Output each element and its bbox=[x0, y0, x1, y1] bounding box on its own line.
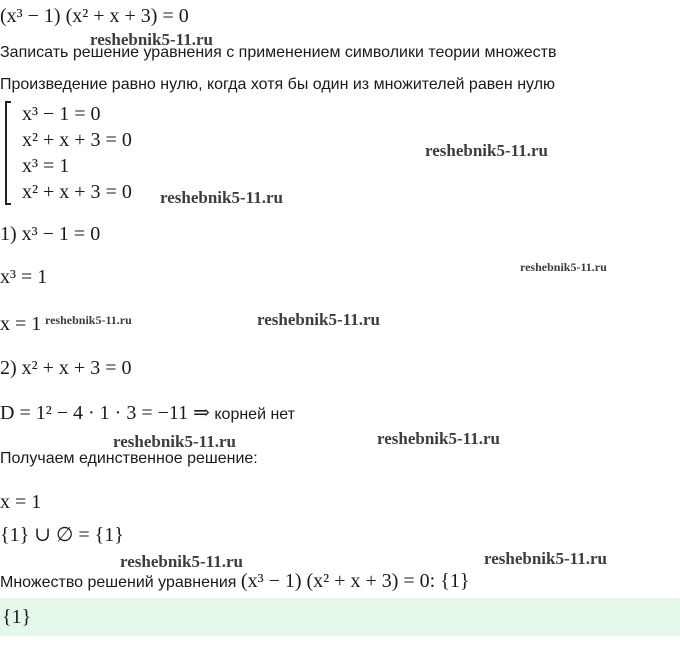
final-line bbox=[0, 571, 469, 591]
system-line-4: x² + x + 3 = 0 bbox=[22, 181, 132, 203]
watermark: reshebnik5-11.ru bbox=[520, 260, 607, 274]
rule-text: Произведение равно нулю, когда хотя бы один из множителей равен нулю bbox=[0, 76, 556, 93]
final-equation: (x³ − 1) (x² + x + 3) = 0: {1} bbox=[240, 570, 470, 592]
answer-value: {1} bbox=[2, 606, 32, 628]
answer-box bbox=[0, 598, 680, 636]
watermark: reshebnik5-11.ru bbox=[45, 313, 132, 327]
system-bracket bbox=[5, 101, 11, 205]
part1-step1: x³ = 1 bbox=[0, 266, 48, 288]
intro-text: Записать решение уравнения с применением символики теории множеств bbox=[0, 44, 557, 61]
watermark: reshebnik5-11.ru bbox=[113, 432, 236, 451]
watermark: reshebnik5-11.ru bbox=[160, 188, 283, 207]
set-union: {1} ∪ ∅ = {1} bbox=[0, 524, 124, 546]
main-equation: (x³ − 1) (x² + x + 3) = 0 bbox=[0, 5, 189, 27]
system-line-2: x² + x + 3 = 0 bbox=[22, 129, 132, 151]
watermark: reshebnik5-11.ru bbox=[484, 549, 607, 568]
system-line-1: x³ − 1 = 0 bbox=[22, 103, 101, 125]
part1-step2: x = 1 bbox=[0, 313, 42, 335]
discriminant-formula: D = 1² − 4 · 1 · 3 = −11 ⇒ bbox=[0, 402, 210, 424]
system-line-3: x³ = 1 bbox=[22, 155, 70, 177]
final-label: Множество решений уравнения bbox=[0, 574, 237, 591]
discriminant-text: корней нет bbox=[214, 406, 295, 423]
discriminant-line bbox=[0, 403, 295, 423]
result-x: x = 1 bbox=[0, 491, 42, 513]
watermark: reshebnik5-11.ru bbox=[90, 30, 213, 49]
watermark: reshebnik5-11.ru bbox=[120, 552, 243, 571]
part1-title: 1) x³ − 1 = 0 bbox=[0, 223, 101, 245]
watermark: reshebnik5-11.ru bbox=[377, 429, 500, 448]
result-text: Получаем единственное решение: bbox=[0, 450, 258, 467]
part2-title: 2) x² + x + 3 = 0 bbox=[0, 357, 132, 379]
watermark: reshebnik5-11.ru bbox=[425, 141, 548, 160]
watermark: reshebnik5-11.ru bbox=[257, 310, 380, 329]
